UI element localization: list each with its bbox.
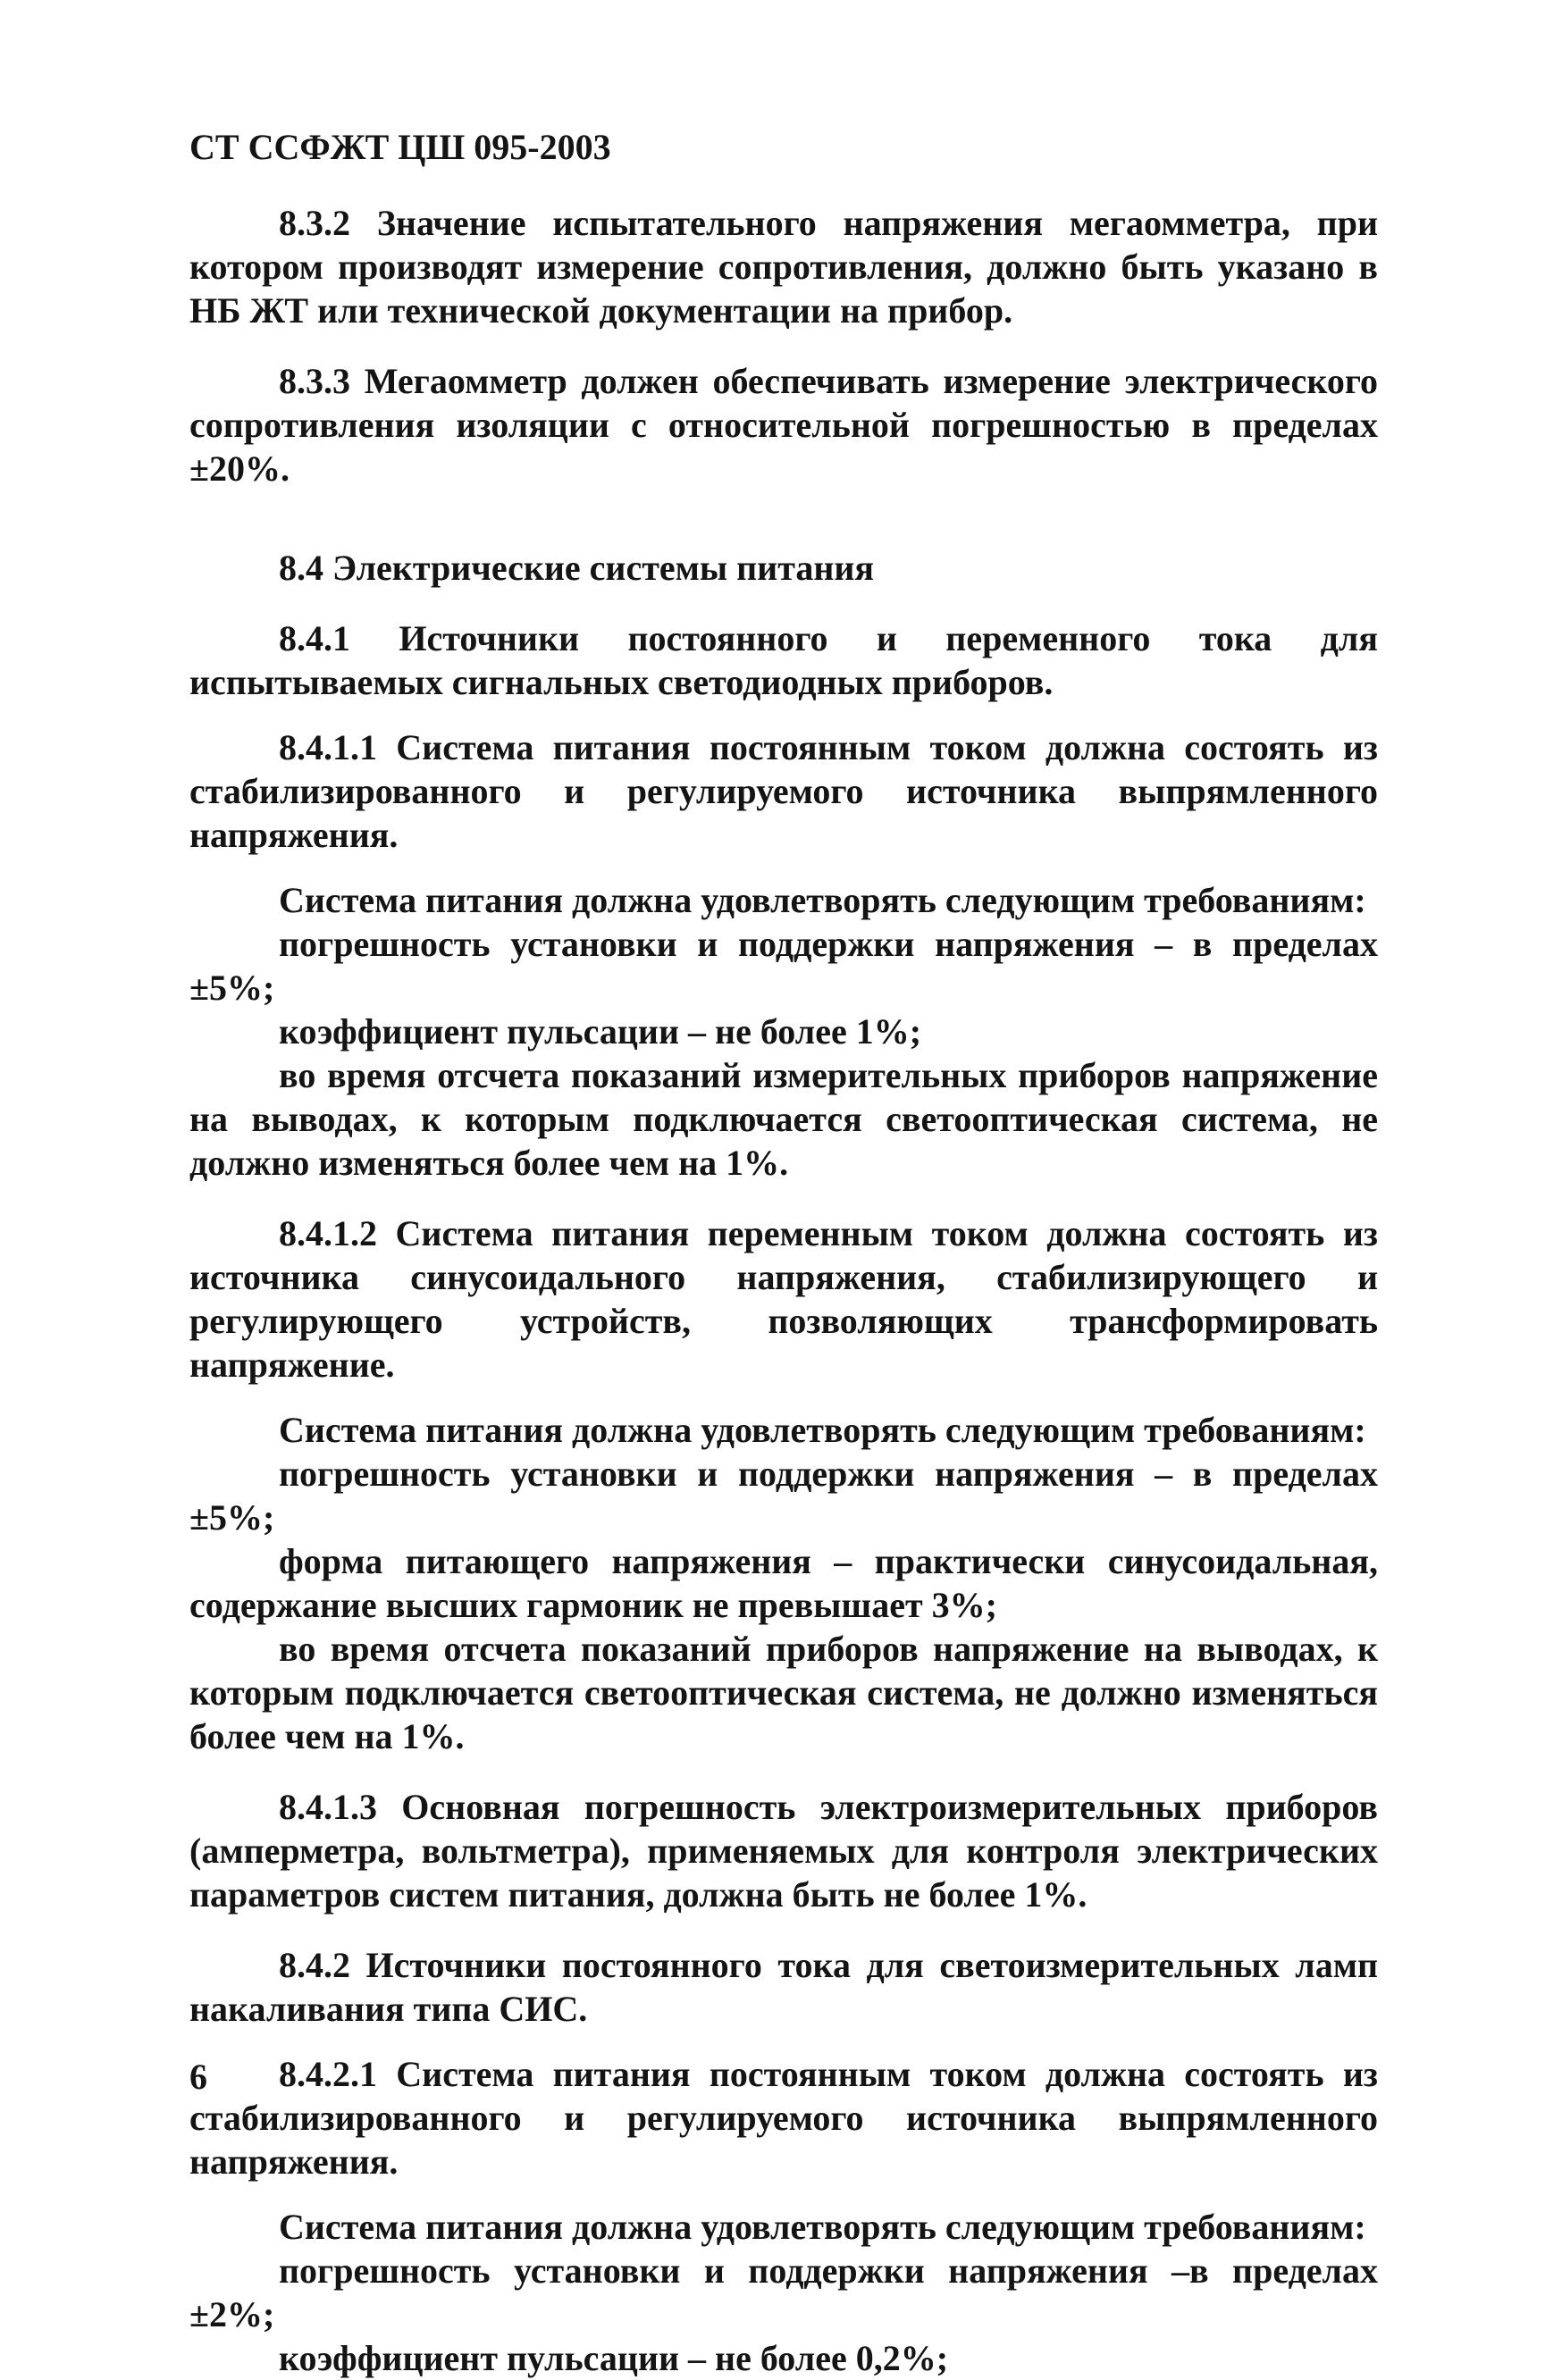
paragraph-8-3-2: 8.3.2 Значение испытательного напряжения мегаомметра, при котором производят измерение сопротивления, должно быть указано в НБ ЖТ или технической документации на прибор. bbox=[189, 203, 1378, 331]
page-number: 6 bbox=[189, 2057, 207, 2097]
requirement-item: погрешность установки и поддержки напряжения –в пределах ±2%; bbox=[189, 2250, 1378, 2334]
requirements-intro: Система питания должна удовлетворять следующим требованиям: bbox=[279, 880, 1366, 920]
requirement-item: во время отсчета показаний измерительных приборов напряжение на выводах, к которым подключается светооптическая система, не должно изменяться более чем на 1%. bbox=[189, 1055, 1378, 1183]
paragraph-8-4-1: 8.4.1 Источники постоянного и переменного тока для испытываемых сигнальных светодиодных приборов. bbox=[189, 618, 1378, 702]
requirement-item: погрешность установки и поддержки напряжения – в пределах ±5%; bbox=[189, 924, 1378, 1008]
paragraph-8-4-1-2: 8.4.1.2 Система питания переменным током должна состоять из источника синусоидального напряжения, стабилизирующего и регулирующего устройств, позволяющих трансформировать напряжение. bbox=[189, 1213, 1378, 1385]
requirement-item: коэффициент пульсации – не более 1%; bbox=[279, 1011, 922, 1052]
requirement-item: форма питающего напряжения – практически синусоидальная, содержание высших гармоник не превышает 3%; bbox=[189, 1541, 1378, 1625]
paragraph-8-4-2: 8.4.2 Источники постоянного тока для светоизмерительных ламп накаливания типа СИС. bbox=[189, 1945, 1378, 2029]
paragraph-8-4-1-1: 8.4.1.1 Система питания постоянным током должна состоять из стабилизированного и регулируемого источника выпрямленного напряжения. bbox=[189, 727, 1378, 855]
document-code-header: СТ ССФЖТ ЦШ 095-2003 bbox=[189, 127, 611, 167]
requirements-intro: Система питания должна удовлетворять следующим требованиям: bbox=[279, 2207, 1366, 2247]
requirement-item: коэффициент пульсации – не более 0,2%; bbox=[279, 2338, 949, 2378]
paragraph-8-3-3: 8.3.3 Мегаомметр должен обеспечивать измерение электрического сопротивления изоляции с относительной погрешностью в пределах ±20%. bbox=[189, 361, 1378, 489]
paragraph-8-4-2-1: 8.4.2.1 Система питания постоянным током должна состоять из стабилизированного и регулируемого источника выпрямленного напряжения. bbox=[189, 2054, 1378, 2182]
requirement-item: во время отсчета показаний приборов напряжение на выводах, к которым подключается светооптическая система, не должно изменяться более чем на 1%. bbox=[189, 1629, 1378, 1756]
requirement-item: погрешность установки и поддержки напряжения – в пределах ±5%; bbox=[189, 1454, 1378, 1538]
paragraph-8-4-1-3: 8.4.1.3 Основная погрешность электроизмерительных приборов (амперметра, вольтметра), применяемых для контроля электрических параметров систем питания, должна быть не более 1%. bbox=[189, 1787, 1378, 1915]
section-heading-8-4: 8.4 Электрические системы питания bbox=[279, 548, 875, 588]
requirements-intro: Система питания должна удовлетворять следующим требованиям: bbox=[279, 1410, 1366, 1450]
document-body bbox=[189, 201, 1378, 2380]
